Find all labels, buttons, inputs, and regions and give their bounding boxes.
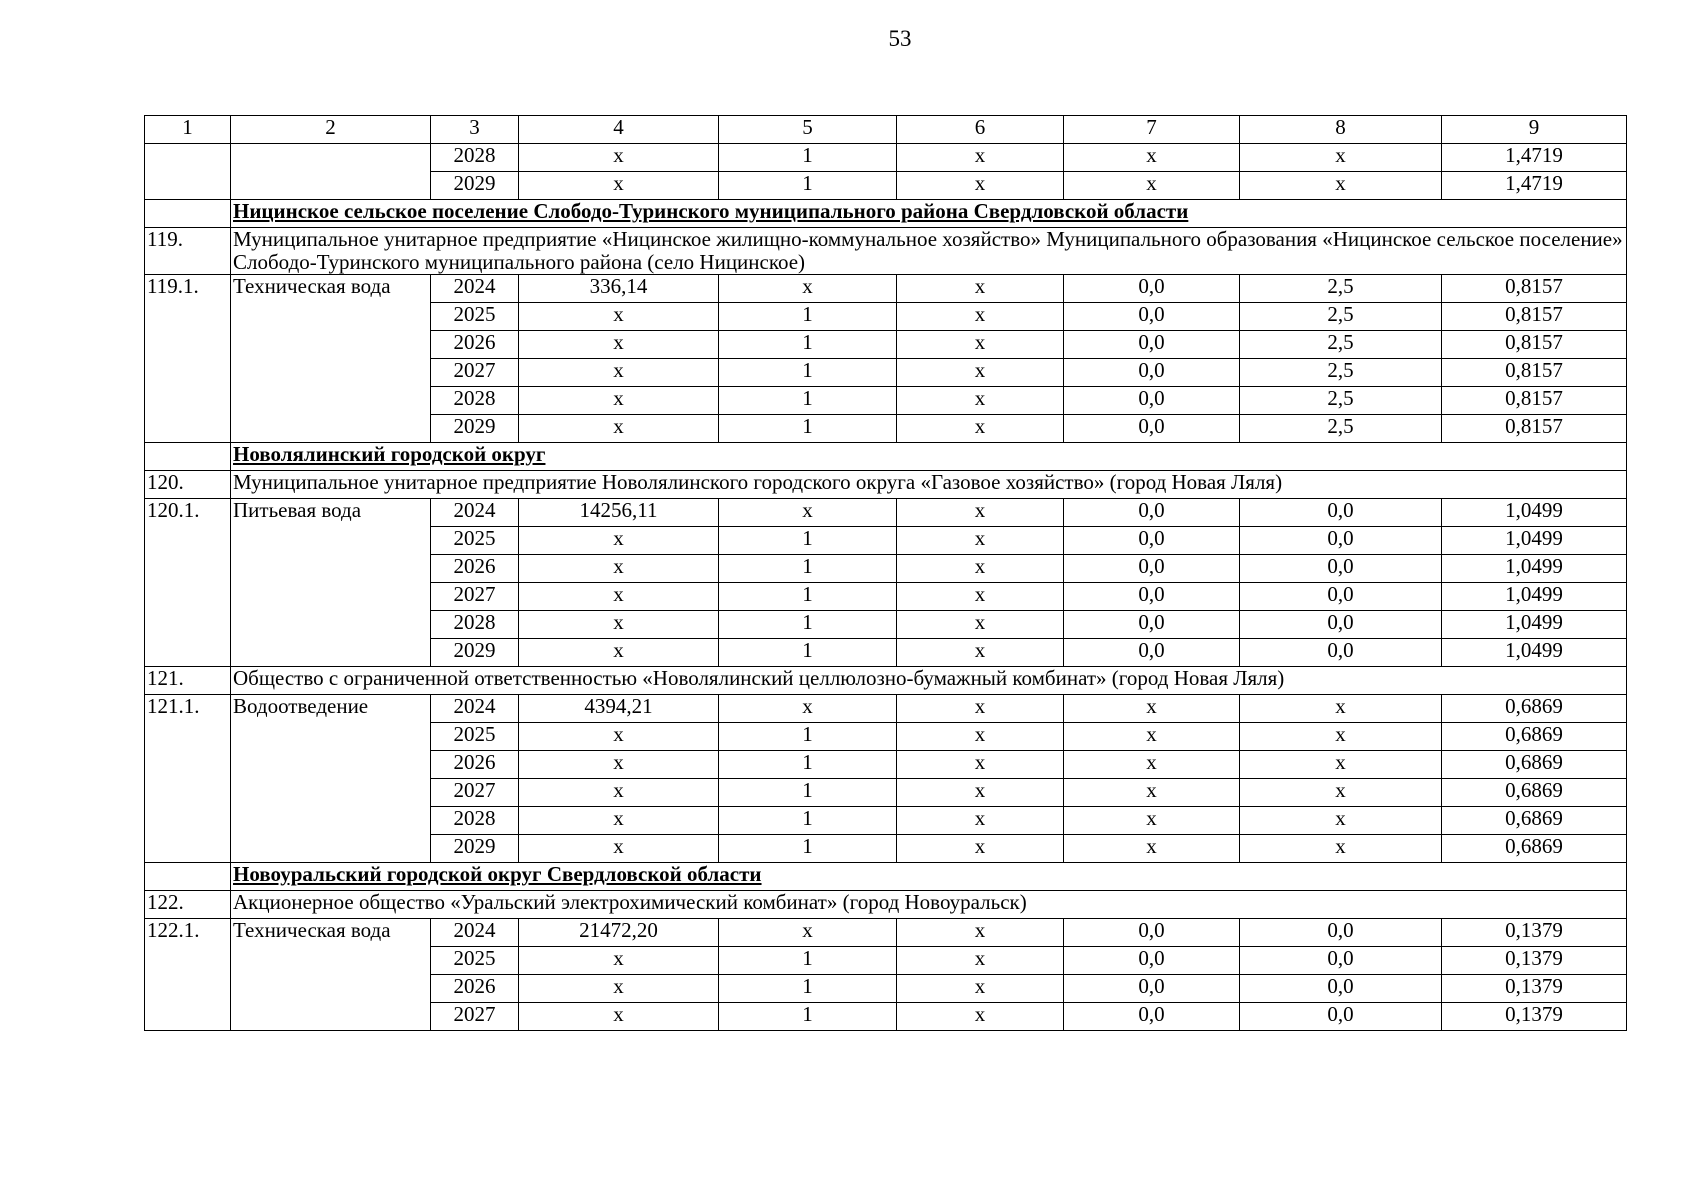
year-cell: 2024 [431,919,519,947]
value-cell-6: х [897,779,1064,807]
value-cell-6: х [897,919,1064,947]
table-row [145,695,1627,723]
value-cell-6: х [897,359,1064,387]
value-cell-5: 1 [719,583,897,611]
header-cell: 5 [719,116,897,144]
value-cell-4: х [519,583,719,611]
value-cell-7: х [1064,835,1240,863]
value-cell-5: 1 [719,751,897,779]
value-cell-5: 1 [719,723,897,751]
row-number: 122. [145,891,231,919]
section-row [145,863,1627,891]
value-cell-8: х [1240,723,1442,751]
value-cell-9: 0,6869 [1442,779,1627,807]
value-cell-6: х [897,555,1064,583]
value-cell-7: 0,0 [1064,639,1240,667]
row-number [145,144,231,200]
value-cell-5: 1 [719,807,897,835]
resource-name: Техническая вода [231,275,431,443]
header-cell: 7 [1064,116,1240,144]
year-cell: 2025 [431,303,519,331]
header-cell: 3 [431,116,519,144]
value-cell-7: х [1064,807,1240,835]
value-cell-6: х [897,144,1064,172]
value-cell-8: 0,0 [1240,975,1442,1003]
value-cell-8: х [1240,144,1442,172]
value-cell-9: 1,0499 [1442,555,1627,583]
value-cell-5: 1 [719,144,897,172]
value-cell-9: 0,6869 [1442,751,1627,779]
section-title: Новоуральский городской округ Свердловской области [231,863,1627,891]
value-cell-8: х [1240,807,1442,835]
value-cell-7: 0,0 [1064,359,1240,387]
year-cell: 2026 [431,751,519,779]
value-cell-4: 21472,20 [519,919,719,947]
value-cell-5: 1 [719,527,897,555]
table-row [145,275,1627,303]
value-cell-5: 1 [719,359,897,387]
value-cell-8: 0,0 [1240,527,1442,555]
value-cell-5: 1 [719,947,897,975]
year-cell: 2027 [431,583,519,611]
row-number: 119.1. [145,275,231,443]
header-cell: 4 [519,116,719,144]
value-cell-8: 0,0 [1240,499,1442,527]
value-cell-5: 1 [719,639,897,667]
organization-name: Акционерное общество «Уральский электрохимический комбинат» (город Новоуральск) [231,891,1627,919]
value-cell-9: 1,4719 [1442,172,1627,200]
value-cell-7: х [1064,172,1240,200]
row-number: 121.1. [145,695,231,863]
value-cell-6: х [897,695,1064,723]
value-cell-9: 1,0499 [1442,527,1627,555]
value-cell-8: 0,0 [1240,583,1442,611]
value-cell-8: 2,5 [1240,331,1442,359]
value-cell-8: 0,0 [1240,555,1442,583]
value-cell-6: х [897,499,1064,527]
year-cell: 2029 [431,172,519,200]
value-cell-5: 1 [719,303,897,331]
value-cell-6: х [897,331,1064,359]
value-cell-5: 1 [719,975,897,1003]
row-number: 121. [145,667,231,695]
value-cell-5: х [719,499,897,527]
resource-name [231,144,431,200]
value-cell-9: 1,0499 [1442,611,1627,639]
organization-name: Общество с ограниченной ответственностью «Новолялинский целлюлозно-бумажный комбинат» (город Новая Ляля) [231,667,1627,695]
value-cell-6: х [897,387,1064,415]
value-cell-7: х [1064,695,1240,723]
value-cell-6: х [897,583,1064,611]
value-cell-8: 2,5 [1240,275,1442,303]
header-cell: 6 [897,116,1064,144]
value-cell-5: 1 [719,331,897,359]
value-cell-9: 0,8157 [1442,387,1627,415]
value-cell-8: 2,5 [1240,387,1442,415]
value-cell-4: х [519,527,719,555]
value-cell-9: 0,6869 [1442,723,1627,751]
year-cell: 2025 [431,723,519,751]
value-cell-9: 0,1379 [1442,947,1627,975]
value-cell-8: 2,5 [1240,303,1442,331]
value-cell-5: 1 [719,172,897,200]
section-title: Новолялинский городской округ [231,443,1627,471]
value-cell-7: 0,0 [1064,555,1240,583]
page-number: 53 [888,26,912,51]
value-cell-7: 0,0 [1064,947,1240,975]
value-cell-8: 0,0 [1240,919,1442,947]
value-cell-6: х [897,611,1064,639]
value-cell-7: 0,0 [1064,583,1240,611]
organization-name: Муниципальное унитарное предприятие Новолялинского городского округа «Газовое хозяйство» (город Новая Ляля) [231,471,1627,499]
value-cell-9: 0,6869 [1442,695,1627,723]
year-cell: 2028 [431,144,519,172]
value-cell-4: х [519,751,719,779]
value-cell-5: 1 [719,1003,897,1031]
value-cell-7: 0,0 [1064,1003,1240,1031]
value-cell-7: х [1064,723,1240,751]
value-cell-4: х [519,172,719,200]
organization-name: Муниципальное унитарное предприятие «Ницинское жилищно-коммунальное хозяйство» Муниципального образования «Ницинское сельское поселение» Слободо-Туринского муниципального района (село Ницинское) [231,228,1627,275]
value-cell-9: 0,8157 [1442,359,1627,387]
row-number: 119. [145,228,231,275]
value-cell-7: х [1064,751,1240,779]
header-cell: 9 [1442,116,1627,144]
value-cell-4: х [519,611,719,639]
year-cell: 2028 [431,387,519,415]
value-cell-9: 1,0499 [1442,499,1627,527]
value-cell-7: 0,0 [1064,611,1240,639]
year-cell: 2024 [431,695,519,723]
organization-row [145,471,1627,499]
value-cell-4: х [519,639,719,667]
value-cell-5: 1 [719,611,897,639]
tariff-table [144,115,1627,1031]
value-cell-7: х [1064,144,1240,172]
year-cell: 2027 [431,359,519,387]
value-cell-6: х [897,303,1064,331]
value-cell-6: х [897,751,1064,779]
year-cell: 2024 [431,499,519,527]
value-cell-8: 2,5 [1240,359,1442,387]
value-cell-8: 0,0 [1240,639,1442,667]
value-cell-8: х [1240,751,1442,779]
value-cell-4: х [519,555,719,583]
value-cell-5: 1 [719,415,897,443]
value-cell-4: х [519,359,719,387]
value-cell-4: 4394,21 [519,695,719,723]
organization-row [145,228,1627,275]
value-cell-8: 0,0 [1240,611,1442,639]
value-cell-9: 0,6869 [1442,807,1627,835]
year-cell: 2027 [431,779,519,807]
section-row [145,200,1627,228]
value-cell-6: х [897,807,1064,835]
value-cell-6: х [897,275,1064,303]
value-cell-5: х [719,695,897,723]
value-cell-9: 0,1379 [1442,919,1627,947]
value-cell-9: 0,1379 [1442,1003,1627,1031]
value-cell-6: х [897,172,1064,200]
value-cell-8: х [1240,695,1442,723]
value-cell-5: 1 [719,387,897,415]
value-cell-6: х [897,1003,1064,1031]
value-cell-4: 14256,11 [519,499,719,527]
value-cell-9: 0,1379 [1442,975,1627,1003]
table-row [145,144,1627,172]
value-cell-7: 0,0 [1064,975,1240,1003]
year-cell: 2029 [431,639,519,667]
value-cell-9: 0,8157 [1442,303,1627,331]
year-cell: 2026 [431,331,519,359]
year-cell: 2028 [431,611,519,639]
section-spacer-cell [145,200,231,228]
value-cell-5: х [719,275,897,303]
value-cell-4: х [519,387,719,415]
value-cell-6: х [897,723,1064,751]
year-cell: 2028 [431,807,519,835]
value-cell-8: х [1240,172,1442,200]
value-cell-9: 0,6869 [1442,835,1627,863]
value-cell-7: 0,0 [1064,303,1240,331]
table-body [145,116,1627,1031]
value-cell-4: 336,14 [519,275,719,303]
value-cell-7: 0,0 [1064,499,1240,527]
value-cell-9: 1,0499 [1442,583,1627,611]
section-spacer-cell [145,863,231,891]
value-cell-5: 1 [719,779,897,807]
value-cell-6: х [897,835,1064,863]
value-cell-7: 0,0 [1064,415,1240,443]
resource-name: Питьевая вода [231,499,431,667]
row-number: 120.1. [145,499,231,667]
value-cell-9: 0,8157 [1442,331,1627,359]
header-cell: 2 [231,116,431,144]
value-cell-6: х [897,527,1064,555]
value-cell-7: х [1064,779,1240,807]
value-cell-4: х [519,331,719,359]
table-row [145,499,1627,527]
value-cell-8: х [1240,835,1442,863]
organization-row [145,891,1627,919]
value-cell-4: х [519,415,719,443]
year-cell: 2026 [431,555,519,583]
value-cell-4: х [519,835,719,863]
resource-name: Техническая вода [231,919,431,1031]
header-cell: 8 [1240,116,1442,144]
value-cell-5: 1 [719,555,897,583]
year-cell: 2027 [431,1003,519,1031]
value-cell-6: х [897,639,1064,667]
value-cell-8: х [1240,779,1442,807]
section-row [145,443,1627,471]
year-cell: 2024 [431,275,519,303]
row-number: 122.1. [145,919,231,1031]
header-cell: 1 [145,116,231,144]
value-cell-7: 0,0 [1064,275,1240,303]
value-cell-4: х [519,303,719,331]
column-numbers-row [145,116,1627,144]
value-cell-4: х [519,723,719,751]
value-cell-9: 0,8157 [1442,275,1627,303]
value-cell-8: 0,0 [1240,1003,1442,1031]
organization-row [145,667,1627,695]
year-cell: 2025 [431,527,519,555]
value-cell-4: х [519,1003,719,1031]
value-cell-6: х [897,415,1064,443]
year-cell: 2025 [431,947,519,975]
value-cell-5: х [719,919,897,947]
value-cell-6: х [897,975,1064,1003]
value-cell-8: 0,0 [1240,947,1442,975]
section-spacer-cell [145,443,231,471]
section-title: Ницинское сельское поселение Слободо-Туринского муниципального района Свердловской области [231,200,1627,228]
value-cell-6: х [897,947,1064,975]
value-cell-4: х [519,779,719,807]
value-cell-4: х [519,144,719,172]
row-number: 120. [145,471,231,499]
value-cell-4: х [519,947,719,975]
table-row [145,919,1627,947]
value-cell-9: 1,0499 [1442,639,1627,667]
value-cell-7: 0,0 [1064,919,1240,947]
resource-name: Водоотведение [231,695,431,863]
year-cell: 2029 [431,415,519,443]
value-cell-8: 2,5 [1240,415,1442,443]
value-cell-5: 1 [719,835,897,863]
value-cell-4: х [519,807,719,835]
value-cell-7: 0,0 [1064,331,1240,359]
value-cell-9: 0,8157 [1442,415,1627,443]
value-cell-7: 0,0 [1064,387,1240,415]
value-cell-4: х [519,975,719,1003]
value-cell-7: 0,0 [1064,527,1240,555]
year-cell: 2029 [431,835,519,863]
year-cell: 2026 [431,975,519,1003]
value-cell-9: 1,4719 [1442,144,1627,172]
